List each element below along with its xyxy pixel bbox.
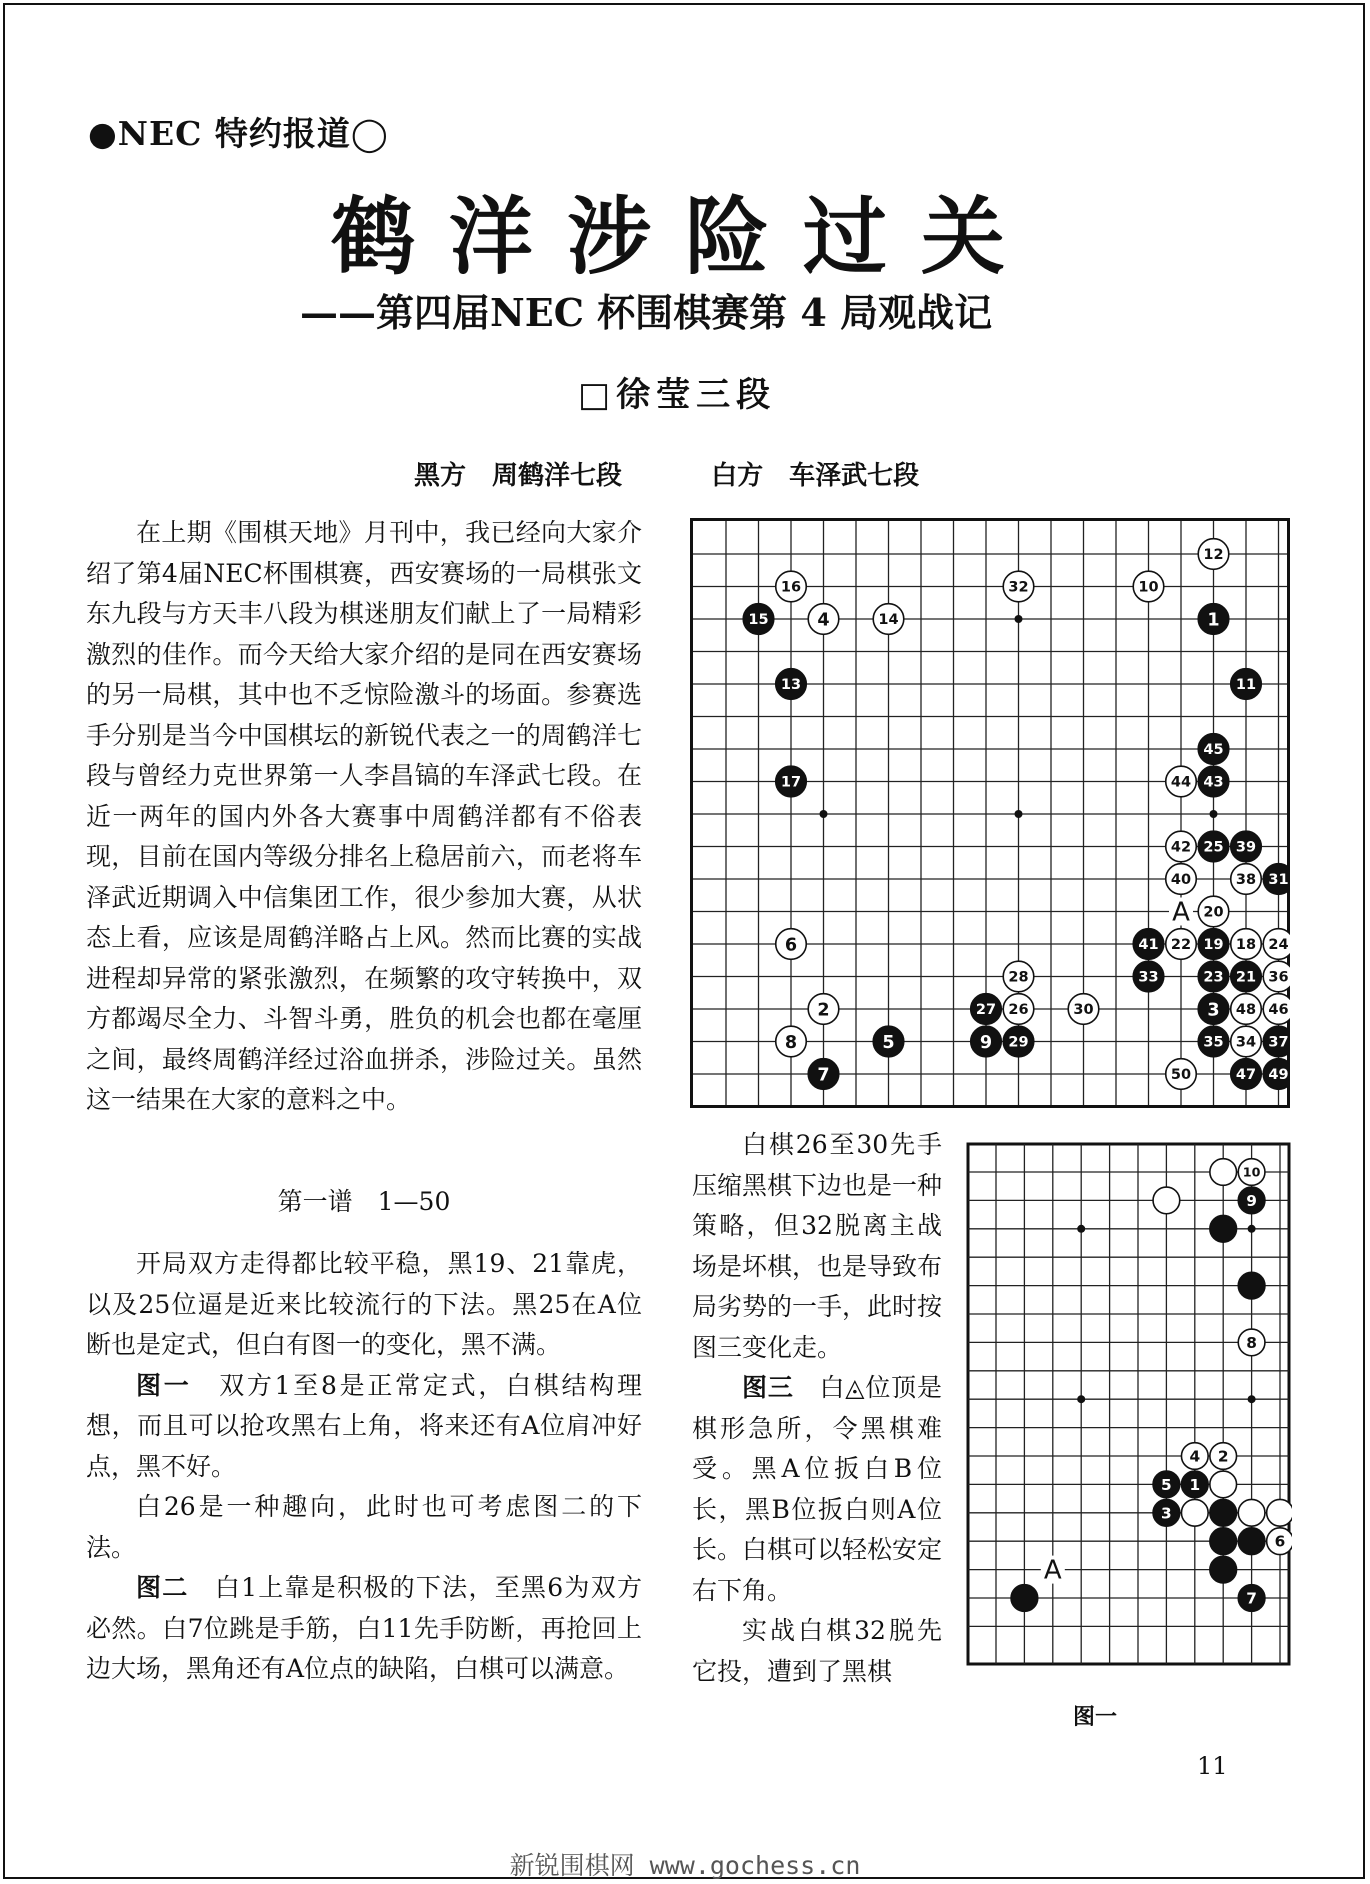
move-number: 22 [1170,937,1192,954]
move-number: 48 [1235,1002,1257,1019]
black-stone [1210,1556,1237,1583]
point-label-a: A [1043,1555,1062,1586]
star-point [1248,1225,1256,1233]
white-stone [808,994,839,1025]
move-number: 16 [780,579,802,596]
white-stone [1166,831,1197,862]
move-number: 1 [1207,610,1220,631]
black-stone [1133,929,1164,960]
move-number: 30 [1073,1002,1094,1019]
white-stone [776,1026,807,1057]
move-number: 23 [1203,969,1224,986]
move-number: 17 [780,774,802,791]
move-number: 3 [1207,1000,1220,1021]
move-number: 26 [1008,1002,1029,1019]
move-number: 9 [979,1032,993,1053]
board-frame [968,1144,1289,1664]
move-number: 47 [1235,1067,1257,1084]
white-stone [1231,929,1262,960]
move-number: 28 [1008,969,1029,986]
white-stone [1210,1159,1237,1186]
black-stone [1198,766,1229,797]
white-stone [1267,1499,1292,1526]
star-point [1210,810,1218,818]
section-title: 第一谱 1—50 [277,1187,451,1216]
white-stone [1238,1159,1265,1186]
black-stone [1210,1499,1237,1526]
white-stone [1166,1059,1197,1090]
move-number: 18 [1235,937,1257,954]
black-player: 黑方 周鹤洋七段 [414,461,623,491]
move-number: 1 [1189,1475,1201,1494]
black-stone [971,1026,1002,1057]
move-number: 29 [1008,1034,1029,1051]
main-go-diagram [690,518,1290,1108]
white-stone [776,571,807,602]
side-paragraph: 实战白棋32脱先它投，遭到了黑棋 [692,1616,942,1686]
move-number: 14 [878,612,899,629]
black-stone [1263,1059,1290,1090]
move-number: 19 [1203,937,1224,954]
move-number: 39 [1235,839,1257,856]
move-number: 35 [1203,1034,1224,1051]
star-point [1015,810,1023,818]
black-stone [1153,1499,1180,1526]
move-number: 7 [817,1065,830,1086]
white-stone [1198,896,1229,927]
diagram-one-label: 图一 [1073,1705,1118,1730]
white-stone [1133,571,1164,602]
black-stone [1231,669,1262,700]
black-stone [1133,961,1164,992]
white-stone [1238,1329,1265,1356]
black-stone [1198,734,1229,765]
move-number: 42 [1170,839,1192,856]
intro-paragraph: 在上期《围棋天地》月刊中，我已经向大家介绍了第4届NEC杯围棋赛，西安赛场的一局棋张文东九段与方天丰八段为棋迷朋友们献上了一局精彩激烈的佳作。而今天给大家介绍的是同在西安赛场的另一局棋，其中也不乏惊险激斗的场面。参赛选手分别是当今中国棋坛的新锐代表之一的周鹤洋七段与曾经力克世界第一人李昌镐的车泽武七段。在近一两年的国内外各大赛事中周鹤洋都有不俗表现，目前在国内等级分排名上稳居前六，而老将车泽武近期调入中信集团工作，很少参加大赛，从状态上看，应该是周鹤洋略占上风。然而比赛的实战进程却异常的紧张激烈，在频繁的攻守转换中，双方都竭尽全力、斗智斗勇，胜负的机会也都在毫厘之间，最终周鹤洋经过浴血拼杀，涉险过关。虽然这一结果在大家的意料之中。 [86,518,642,1114]
black-stone [743,604,774,635]
move-number: 12 [1203,547,1224,564]
black-stone [776,669,807,700]
white-stone [1210,1471,1237,1498]
move-number: 13 [780,677,802,694]
move-number: 8 [1246,1333,1257,1352]
watermark: 新锐围棋网 www.gochess.cn [509,1851,861,1880]
star-point [1248,1395,1256,1403]
white-stone [808,604,839,635]
black-stone [808,1059,839,1090]
move-number: 37 [1268,1034,1289,1051]
white-stone [1153,1187,1180,1214]
black-stone [1198,961,1229,992]
move-number: 21 [1235,969,1257,986]
subtitle: ——第四届NEC 杯围棋赛第 4 局观战记 [300,290,993,335]
move-number: 34 [1235,1034,1257,1051]
black-stone [1011,1585,1038,1612]
white-stone [1166,929,1197,960]
black-stone [1231,831,1262,862]
black-stone [1198,604,1229,635]
move-number: 2 [817,1000,830,1021]
white-stone [1003,961,1034,992]
black-stone [1231,961,1262,992]
star-point [820,810,828,818]
white-stone [1003,994,1034,1025]
white-stone [1231,1026,1262,1057]
move-number: 7 [1246,1589,1257,1608]
commentary-paragraph: 图一 双方1至8是正常定式，白棋结构理想，而且可以抢攻黑右上角，将来还有A位肩冲好点，黑不好。 [86,1370,642,1481]
black-stone [1238,1187,1265,1214]
star-point [1077,1225,1085,1233]
move-number: 36 [1268,969,1289,986]
author: □徐莹三段 [578,375,777,415]
move-number: 10 [1138,579,1159,596]
white-stone [1166,766,1197,797]
move-number: 24 [1268,937,1289,954]
commentary [86,1244,642,1690]
black-stone [1210,1528,1237,1555]
black-stone [776,766,807,797]
black-stone [1263,864,1290,895]
move-number: 11 [1235,677,1257,694]
white-stone [1181,1499,1208,1526]
move-number: 31 [1268,872,1289,889]
move-number: 49 [1268,1067,1289,1084]
white-stone [1068,994,1099,1025]
move-number: 6 [1274,1532,1286,1551]
star-point [1015,615,1023,623]
move-number: 45 [1203,742,1224,759]
move-number: 4 [1189,1447,1201,1466]
white-stone [1166,864,1197,895]
white-stone [1263,929,1290,960]
black-stone [971,994,1002,1025]
move-number: 5 [1161,1475,1172,1494]
move-number: 41 [1138,937,1159,954]
black-stone [1198,994,1229,1025]
white-stone [873,604,904,635]
move-number: 38 [1235,872,1257,889]
move-number: 6 [784,935,798,956]
black-stone [1231,1059,1262,1090]
move-number: 3 [1161,1504,1172,1523]
commentary-paragraph: 开局双方走得都比较平稳，黑19、21靠虎，以及25位逼是近来比较流行的下法。黑25在A位断也是定式，但白有图一的变化，黑不满。 [86,1249,642,1359]
white-stone [1231,994,1262,1025]
move-number: 40 [1170,872,1192,889]
white-stone [1263,994,1290,1025]
black-stone [1238,1585,1265,1612]
white-stone [1003,571,1034,602]
white-player: 白方 车泽武七段 [711,461,920,491]
players-line [414,455,939,492]
white-stone [1181,1443,1208,1470]
white-stone [776,929,807,960]
move-number: 33 [1138,969,1159,986]
kicker: ●NEC 特约报道◯ [88,114,389,153]
black-stone [1198,831,1229,862]
move-number: 5 [882,1032,895,1053]
move-number: 25 [1203,839,1224,856]
white-stone [1238,1499,1265,1526]
move-number: 46 [1268,1002,1289,1019]
black-stone [1210,1215,1237,1242]
move-number: 20 [1203,904,1224,921]
move-number: 10 [1242,1164,1261,1180]
black-stone [1003,1026,1034,1057]
commentary-paragraph: 白26是一种趣向，此时也可考虑图二的下法。 [86,1492,642,1562]
move-number: 27 [975,1002,997,1019]
black-stone [1198,1026,1229,1057]
intro-text [86,513,642,1121]
white-stone [1267,1528,1292,1555]
page-number: 11 [1197,1752,1228,1780]
move-number: 15 [748,612,769,629]
white-stone [1198,539,1229,570]
move-number: 2 [1217,1447,1229,1466]
black-stone [1238,1528,1265,1555]
page-title: 鹤洋涉险过关 [330,188,1039,286]
white-stone [1210,1443,1237,1470]
black-stone [873,1026,904,1057]
side-paragraph: 白棋26至30先手压缩黑棋下边也是一种策略，但32脱离主战场是坏棋，也是导致布局劣势的一手，此时按图三变化走。 [692,1130,943,1362]
black-stone [1263,1026,1290,1057]
diagram-one [952,1138,1292,1703]
black-stone [1238,1272,1265,1299]
black-stone [1198,929,1229,960]
point-label-a: A [1172,897,1190,928]
move-number: 8 [784,1032,798,1053]
side-paragraph: 图三 白◬位顶是棋形急所，令黑棋难受。黑A位扳白B位长，黑B位扳白则A位长。白棋可以轻松安定右下角。 [692,1373,943,1605]
commentary-paragraph: 图二 白1上靠是积极的下法，至黑6为双方必然。白7位跳是手筋，白11先手防断，再抢回上边大场，黑角还有A位点的缺陷，白棋可以满意。 [86,1573,642,1683]
move-number: 4 [817,610,830,631]
white-stone [1263,961,1290,992]
black-stone [1153,1471,1180,1498]
black-stone [1181,1471,1208,1498]
move-number: 9 [1246,1191,1257,1210]
white-stone [1231,864,1262,895]
move-number: 32 [1008,579,1029,596]
move-number: 43 [1203,774,1224,791]
star-point [1077,1395,1085,1403]
move-number: 44 [1170,774,1192,791]
side-text [692,1125,942,1692]
move-number: 50 [1170,1067,1192,1084]
